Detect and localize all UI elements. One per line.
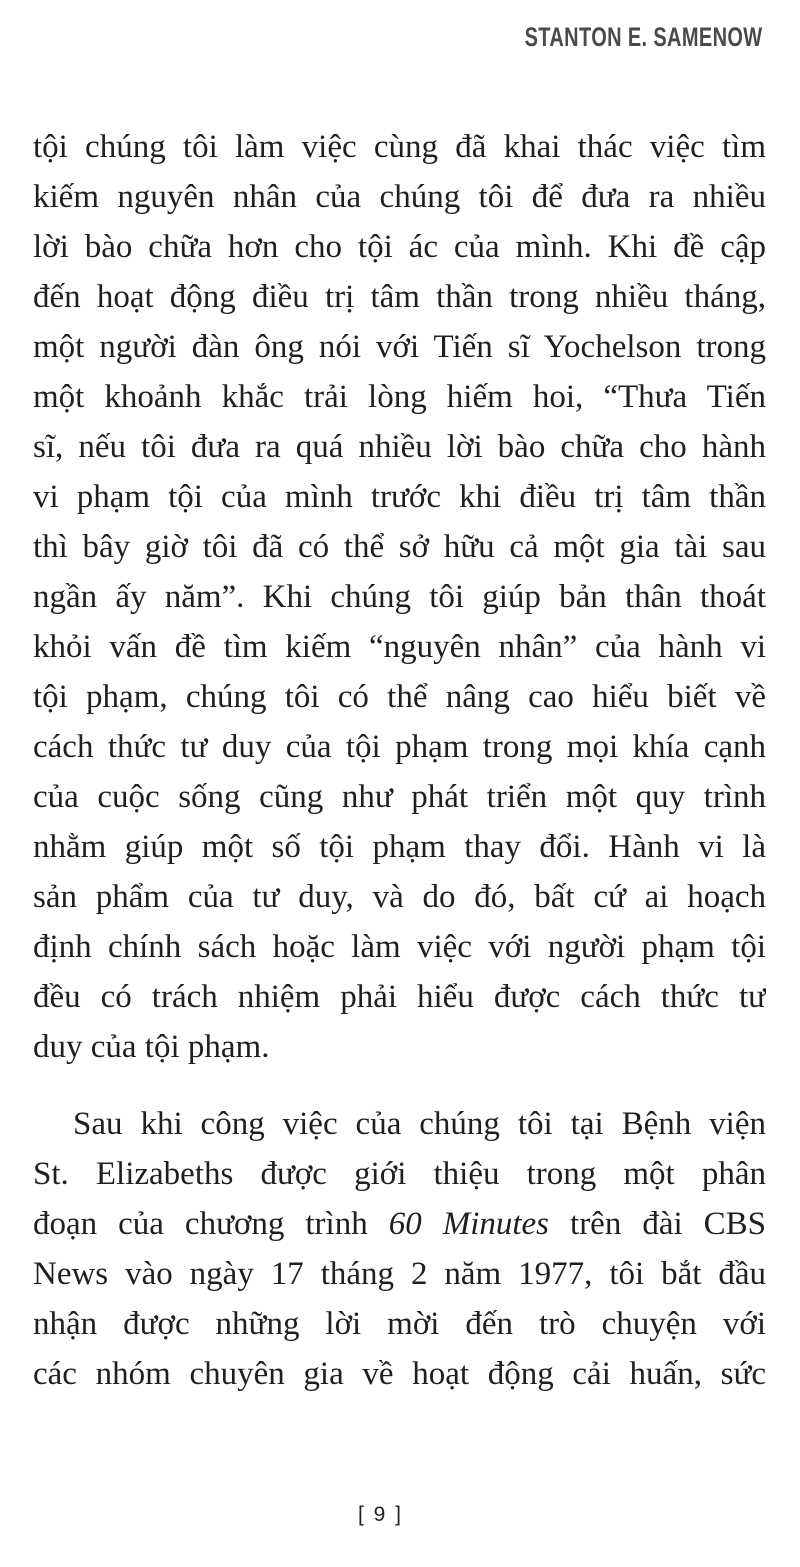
- text-segment: nhận được những lời mời đến trò chuyện với: [33, 1306, 766, 1342]
- text-line: [33, 422, 766, 472]
- text-line: [33, 1022, 766, 1072]
- text-segment: đoạn của chương trình: [33, 1206, 389, 1242]
- text-line: [33, 222, 766, 272]
- text-line: [33, 1299, 766, 1349]
- paragraph: [33, 122, 766, 1072]
- text-segment: định chính sách hoặc làm việc với người phạm tội: [33, 929, 766, 965]
- text-segment: trên đài CBS: [549, 1206, 766, 1242]
- text-segment: một khoảnh khắc trải lòng hiếm hoi, “Thưa Tiến: [33, 379, 766, 415]
- page-body: [33, 122, 766, 1399]
- text-segment: cách thức tư duy của tội phạm trong mọi khía cạnh: [33, 729, 766, 765]
- text-segment: tội chúng tôi làm việc cùng đã khai thác việc tìm: [33, 129, 766, 165]
- text-segment: đều có trách nhiệm phải hiểu được cách thức tư: [33, 979, 766, 1015]
- text-segment: thì bây giờ tôi đã có thể sở hữu cả một gia tài sau: [33, 529, 766, 565]
- text-line: [33, 272, 766, 322]
- text-line: [33, 972, 766, 1022]
- text-segment: một người đàn ông nói với Tiến sĩ Yochelson trong: [33, 329, 766, 365]
- running-header-author: STANTON E. SAMENOW: [525, 22, 763, 52]
- text-line: [33, 1149, 766, 1199]
- text-line: [33, 822, 766, 872]
- text-line: [33, 372, 766, 422]
- paragraph: [33, 1099, 766, 1399]
- text-segment: duy của tội phạm.: [33, 1029, 270, 1065]
- text-segment: sĩ, nếu tôi đưa ra quá nhiều lời bào chữa cho hành: [33, 429, 766, 465]
- text-segment: nhằm giúp một số tội phạm thay đổi. Hành vi là: [33, 829, 766, 865]
- text-line: [33, 622, 766, 672]
- text-segment: ngần ấy năm”. Khi chúng tôi giúp bản thân thoát: [33, 579, 766, 615]
- text-line: [33, 322, 766, 372]
- text-line: [33, 1199, 766, 1249]
- italic-text-segment: 60 Minutes: [388, 1206, 550, 1242]
- page-number: [ 9 ]: [357, 1503, 404, 1526]
- text-segment: vi phạm tội của mình trước khi điều trị tâm thần: [33, 479, 766, 515]
- text-line: [33, 172, 766, 222]
- text-segment: của cuộc sống cũng như phát triển một quy trình: [33, 779, 766, 815]
- text-segment: sản phẩm của tư duy, và do đó, bất cứ ai hoạch: [33, 879, 766, 915]
- text-line: [33, 772, 766, 822]
- text-segment: lời bào chữa hơn cho tội ác của mình. Khi đề cập: [33, 229, 766, 265]
- text-segment: khỏi vấn đề tìm kiếm “nguyên nhân” của hành vi: [33, 629, 766, 665]
- text-line: [33, 722, 766, 772]
- text-line: [33, 1349, 766, 1399]
- text-line: [33, 472, 766, 522]
- text-line: [33, 1099, 766, 1149]
- text-line: [33, 672, 766, 722]
- text-line: [33, 872, 766, 922]
- text-segment: tội phạm, chúng tôi có thể nâng cao hiểu biết về: [33, 679, 766, 715]
- text-segment: Sau khi công việc của chúng tôi tại Bệnh viện: [73, 1106, 766, 1142]
- text-line: [33, 522, 766, 572]
- text-line: [33, 572, 766, 622]
- text-segment: các nhóm chuyên gia về hoạt động cải huấn, sức: [33, 1356, 766, 1392]
- text-segment: St. Elizabeths được giới thiệu trong một phân: [33, 1156, 766, 1192]
- text-line: [33, 1249, 766, 1299]
- text-line: [33, 922, 766, 972]
- text-segment: kiếm nguyên nhân của chúng tôi để đưa ra nhiều: [33, 179, 766, 215]
- text-segment: đến hoạt động điều trị tâm thần trong nhiều tháng,: [33, 279, 766, 315]
- text-segment: News vào ngày 17 tháng 2 năm 1977, tôi bắt đầu: [33, 1256, 766, 1292]
- text-line: [33, 122, 766, 172]
